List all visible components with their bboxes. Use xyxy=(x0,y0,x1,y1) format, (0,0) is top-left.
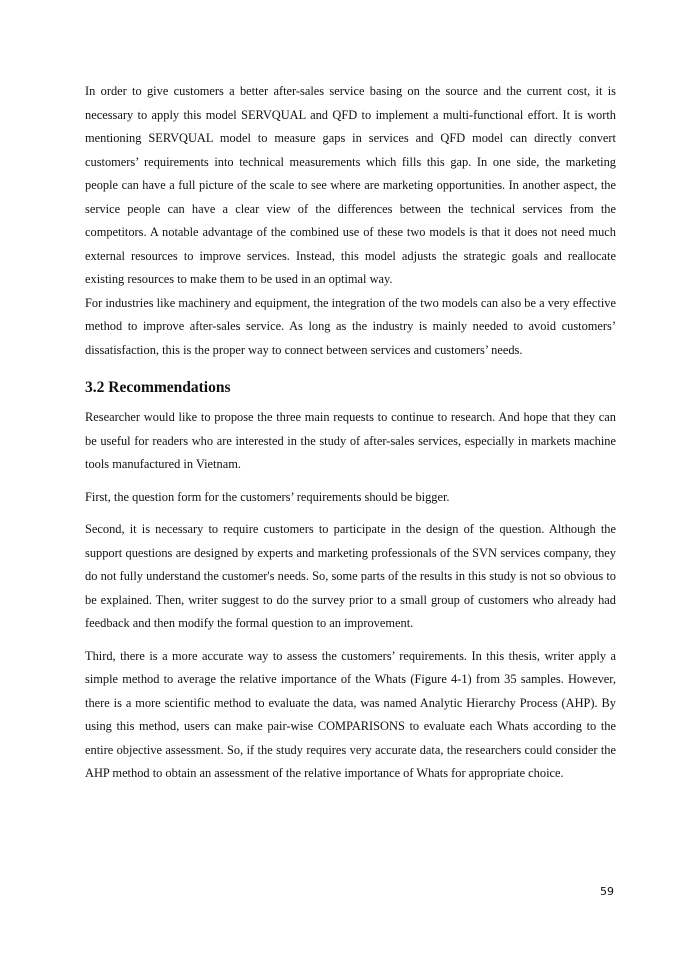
recommendation-paragraph-2: First, the question form for the customers’ requirements should be bigger. xyxy=(85,489,450,504)
recommendation-paragraph-3: Second, it is necessary to require customers to participate in the design of the question. Although the support questions are designed by experts and marketing professionals of the SVN services company, they do not fully understand the customer's needs. So, some parts of the results in this study is not so obvious to be explained. Then, writer suggest to do the survey prior to a small group of customers who already had feedback and then modify the formal question to an improvement. xyxy=(85,522,616,630)
recommendation-paragraph-4: Third, there is a more accurate way to assess the customers’ requirements. In this thesis, writer apply a simple method to average the relative importance of the Whats (Figure 4-1) from 35 samples. However, there is a more scientific method to evaluate the data, was named Analytic Hierarchy Process (AHP). By using this method, users can make pair-wise COMPARISONS to evaluate each Whats according to the entire objective assessment. So, if the study requires very accurate data, the researchers could consider the AHP method to obtain an assessment of the relative importance of Whats for appropriate choice. xyxy=(85,648,616,780)
page-number: 59 xyxy=(600,885,614,898)
section-heading: 3.2 Recommendations xyxy=(85,379,231,396)
intro-paragraph-2: For industries like machinery and equipment, the integration of the two models can also be a very effective method to improve after-sales service. As long as the industry is mainly needed to avoid customers’ dissatisfaction, this is the proper way to connect between services and customers’ needs. xyxy=(85,295,616,357)
recommendation-paragraph-1: Researcher would like to propose the three main requests to continue to research. And hope that they can be useful for readers who are interested in the study of after-sales services, especially in markets machine tools manufactured in Vietnam. xyxy=(85,410,616,471)
document-page xyxy=(85,80,616,786)
intro-paragraph-1: In order to give customers a better after-sales service basing on the source and the current cost, it is necessary to apply this model SERVQUAL and QFD to implement a multi-functional effort. It is worth mentioning SERVQUAL model to measure gaps in services and QFD model can directly convert customers’ requirements into technical measurements which fills this gap. In one side, the marketing people can have a full picture of the scale to see where are marketing opportunities. In another aspect, the service people can have a clear view of the differences between the technical services from the competitors. A notable advantage of the combined use of these two models is that it does not need much external resources to improve services. Instead, this model adjusts the strategic goals and reallocate existing resources to make them to be used in an optimal way. xyxy=(85,84,616,286)
